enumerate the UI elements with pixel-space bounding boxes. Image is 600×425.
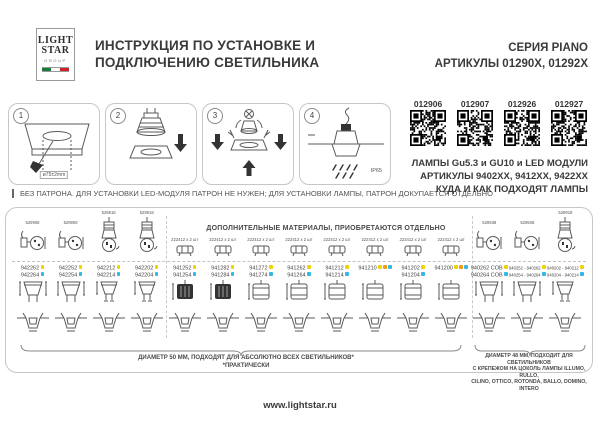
connector-icon: [212, 244, 234, 257]
led-module-icon: [435, 278, 467, 308]
color-dot-orange: [459, 265, 463, 269]
arrow-up-icon: [243, 160, 256, 176]
color-dot-yellow: [269, 265, 273, 269]
connector-article: 222412 х 2 шт: [247, 237, 275, 242]
lamp-article: 940262 COB: [464, 265, 515, 272]
recessed-mount-icon: [206, 310, 240, 336]
connector-article: 222412 х 2 шт: [171, 237, 199, 242]
insert-lamp-diagram: [106, 104, 198, 186]
lamp-article: 942214: [83, 272, 134, 279]
italian-flag-icon: [42, 67, 69, 72]
lamp-article: 941202: [388, 265, 439, 272]
connector-icon: [402, 244, 424, 257]
mr16-lamp-icon: [17, 278, 49, 308]
step-number: 4: [304, 108, 320, 124]
recessed-mount-icon: [434, 310, 468, 336]
recessed-mount-icon: [282, 310, 316, 336]
logo-text: STAR: [41, 45, 70, 56]
recessed-mount-icon: [320, 310, 354, 336]
gu10-lamp-icon: [131, 278, 163, 308]
qr-code: [551, 110, 587, 146]
qr-code: [410, 110, 446, 146]
color-dot-orange: [383, 265, 387, 269]
socket-article: 529918: [101, 210, 116, 215]
lamps-info: ЛАМПЫ Gu5.3 и GU10 и LED МОДУЛИ АРТИКУЛЫ 9402XX, 9412XX, 9422XX КУДА И КАК ПОДХОДЯТ ЛАМПЫ: [411, 158, 588, 195]
hole-diameter-label: ø75±2mm: [40, 171, 68, 179]
color-dot-cyan: [79, 272, 83, 276]
lamp-article: 941254: [159, 272, 210, 279]
color-dot-cyan: [41, 272, 45, 276]
led-module-icon: [245, 278, 277, 308]
color-dot-yellow: [79, 265, 83, 269]
lamp-compatibility-chart: [5, 207, 593, 392]
compat-title: ДОПОЛНИТЕЛЬНЫЕ МАТЕРИАЛЫ, ПРИОБРЕТАЮТСЯ ОТДЕЛЬНО: [206, 225, 446, 232]
lamp-article: 942252: [45, 265, 96, 272]
lamp-article: 941272: [235, 265, 286, 272]
recessed-mount-icon: [396, 310, 430, 336]
socket-article: 529918: [558, 210, 573, 215]
qr-label: 012926: [507, 99, 537, 109]
color-dot-cyan: [307, 272, 311, 276]
caption-50mm: ДИАМЕТР 50 ММ, ПОДХОДЯТ ДЛЯ АБСОЛЮТНО ВСЕХ СВЕТИЛЬНИКОВ* *ПРАКТИЧЕСКИ: [138, 355, 354, 369]
mr16-lamp-icon: [473, 278, 505, 308]
color-dot-cyan: [193, 272, 197, 276]
socket-article: 529908: [25, 220, 40, 225]
color-dot-cyan: [117, 272, 121, 276]
rotate-arrow-icon: [257, 120, 262, 128]
recessed-mount-icon: [168, 310, 202, 336]
recessed-mount-icon: [92, 310, 126, 336]
logo-text: LIGHT: [37, 35, 74, 46]
lamp-column: [395, 208, 432, 342]
socket-article: 529908: [63, 220, 78, 225]
arrow-down-icon: [274, 134, 287, 150]
step-4-installed: [299, 103, 391, 185]
color-dot-cyan: [269, 272, 273, 276]
led-module-icon: [283, 278, 315, 308]
connector-icon: [174, 244, 196, 257]
color-dot-yellow: [307, 265, 311, 269]
connector-icon: [440, 244, 462, 257]
series-name: СЕРИЯ PIANO: [508, 42, 588, 54]
socket-icon: [57, 227, 85, 259]
connector-icon: [364, 244, 386, 257]
recessed-mount-icon: [472, 310, 506, 336]
color-dot-yellow: [231, 265, 235, 269]
qr-label: 012927: [554, 99, 584, 109]
lamp-article: 941214: [312, 272, 363, 279]
color-dot-yellow: [345, 265, 349, 269]
lamp-article: 942202: [121, 265, 172, 272]
led-module-dark-icon: [169, 278, 201, 308]
step-3-fix-springs: [202, 103, 294, 185]
gu10-lamp-icon: [93, 278, 125, 308]
lamp-column: [547, 208, 584, 342]
step-number: 1: [13, 108, 29, 124]
lamp-article: 940254 - 940264: [502, 272, 553, 279]
website-url: www.lightstar.ru: [263, 400, 337, 411]
connector-icon: [326, 244, 348, 257]
recessed-mount-icon: [244, 310, 278, 336]
color-dot-cyan: [155, 272, 159, 276]
socket-article: 529918: [139, 210, 154, 215]
recessed-mount-icon: [548, 310, 582, 336]
lamp-article: 941210: [350, 265, 401, 272]
arrow-down-icon: [174, 134, 187, 152]
color-dot-yellow: [155, 265, 159, 269]
mr16-lamp-icon: [511, 278, 543, 308]
logo-text: GROUP: [44, 58, 67, 63]
led-module-icon: [321, 278, 353, 308]
lamp-column: [319, 208, 356, 342]
lamp-article: 942262: [7, 265, 58, 272]
socket-icon: [475, 227, 503, 259]
ip-rating-label: IP65: [370, 168, 382, 174]
qr-code: [504, 110, 540, 146]
color-dot-yellow: [117, 265, 121, 269]
lamp-article: 942212: [83, 265, 134, 272]
recessed-mount-icon: [130, 310, 164, 336]
gu10-lamp-icon: [549, 278, 581, 308]
led-module-icon: [359, 278, 391, 308]
lightstar-logo: [36, 28, 75, 81]
rotate-arrow-icon: [236, 120, 241, 128]
series-info: [435, 40, 588, 72]
color-dot-yellow: [421, 265, 425, 269]
led-module-dark-icon: [207, 278, 239, 308]
connector-article: 222412 х 2 шт: [361, 237, 389, 242]
connector-article: 222412 х 2 шт: [285, 237, 313, 242]
color-dot-yellow: [41, 265, 45, 269]
lamp-article: 941274: [235, 272, 286, 279]
socket-article: 529936: [520, 220, 535, 225]
mr16-lamp-icon: [55, 278, 87, 308]
color-dot-cyan: [580, 272, 584, 276]
color-dot-yellow: [580, 265, 584, 269]
lamp-article: 941264: [273, 272, 324, 279]
gu10-socket-icon: [98, 216, 120, 260]
color-dot-yellow: [378, 265, 382, 269]
qr-label: 012906: [413, 99, 443, 109]
led-module-icon: [397, 278, 429, 308]
color-dot-cyan: [421, 272, 425, 276]
socket-icon: [513, 227, 541, 259]
recessed-mount-icon: [358, 310, 392, 336]
fixture-icon: [130, 146, 172, 158]
arrow-down-icon: [211, 134, 224, 150]
step-2-insert-lamp: [105, 103, 197, 185]
lamp-article: 941252: [159, 265, 210, 272]
lamp-article: 940264 COB: [464, 272, 515, 279]
lamp-article: 941212: [312, 265, 363, 272]
lamp-article: 940202 - 940212: [540, 265, 591, 272]
lamp-article: 941284: [197, 272, 248, 279]
connector-article: 222412 х 2 шт: [323, 237, 351, 242]
step-number: 2: [110, 108, 126, 124]
page-title: ИНСТРУКЦИЯ ПО УСТАНОВКЕ И ПОДКЛЮЧЕНИЮ СВЕТИЛЬНИКА: [95, 38, 320, 70]
color-dot-cyan: [345, 272, 349, 276]
recessed-mount-icon: [54, 310, 88, 336]
gu10-socket-icon: [554, 216, 576, 260]
lamp-icon: [137, 108, 165, 136]
lamp-article: 940204 - 940214: [540, 272, 591, 279]
socket-article: 529938: [482, 220, 497, 225]
step-1-cut-hole: [8, 103, 100, 185]
water-spray-icon: [333, 165, 357, 178]
color-dot-cyan: [231, 272, 235, 276]
lamp-article: 941262: [273, 265, 324, 272]
lamp-article: 942264: [7, 272, 58, 279]
connector-article: 222412 х 2 шт: [437, 237, 465, 242]
connector-article: 222412 х 2 шт: [209, 237, 237, 242]
recessed-mount-icon: [510, 310, 544, 336]
color-dot-yellow: [454, 265, 458, 269]
lamp-article: 940252 - 940262: [502, 265, 553, 272]
lamp-article: 941204: [388, 272, 439, 279]
socket-note: БЕЗ ПАТРОНА. ДЛЯ УСТАНОВКИ LED-МОДУЛЯ ПАТРОН НЕ НУЖЕН; ДЛЯ УСТАНОВКИ ЛАМПЫ, ПАТРОН ДОКУПАЕТСЯ ОТДЕЛЬНО: [12, 189, 493, 198]
qr-code: [457, 110, 493, 146]
lamp-article: 942254: [45, 272, 96, 279]
lamp-article: 942204: [121, 272, 172, 279]
color-dot-yellow: [193, 265, 197, 269]
lamp-article: 941200: [426, 265, 477, 272]
compat-columns: [14, 208, 584, 342]
saw-icon: [30, 141, 53, 173]
socket-icon: [19, 227, 47, 259]
connector-icon: [288, 244, 310, 257]
gu10-socket-icon: [136, 216, 158, 260]
lamp-article: 941282: [197, 265, 248, 272]
qr-label: 012907: [460, 99, 490, 109]
connector-icon: [250, 244, 272, 257]
step-number: 3: [207, 108, 223, 124]
recessed-mount-icon: [16, 310, 50, 336]
connector-article: 222412 х 2 шт: [399, 237, 427, 242]
spring-fix-diagram: [203, 104, 295, 186]
series-articles: АРТИКУЛЫ 01290X, 01292X: [434, 58, 588, 70]
caption-48mm: ДИАМЕТР 48 ММ, ПОДХОДИТ ДЛЯ СВЕТИЛЬНИКОВ С КРЕПЕЖОМ НА ЦОКОЛЬ ЛАМПЫ ILLUMO, RULLO, CILINO, OTTICO, ROTONDA, BALLO, DOMINO, INTERO: [471, 353, 587, 392]
